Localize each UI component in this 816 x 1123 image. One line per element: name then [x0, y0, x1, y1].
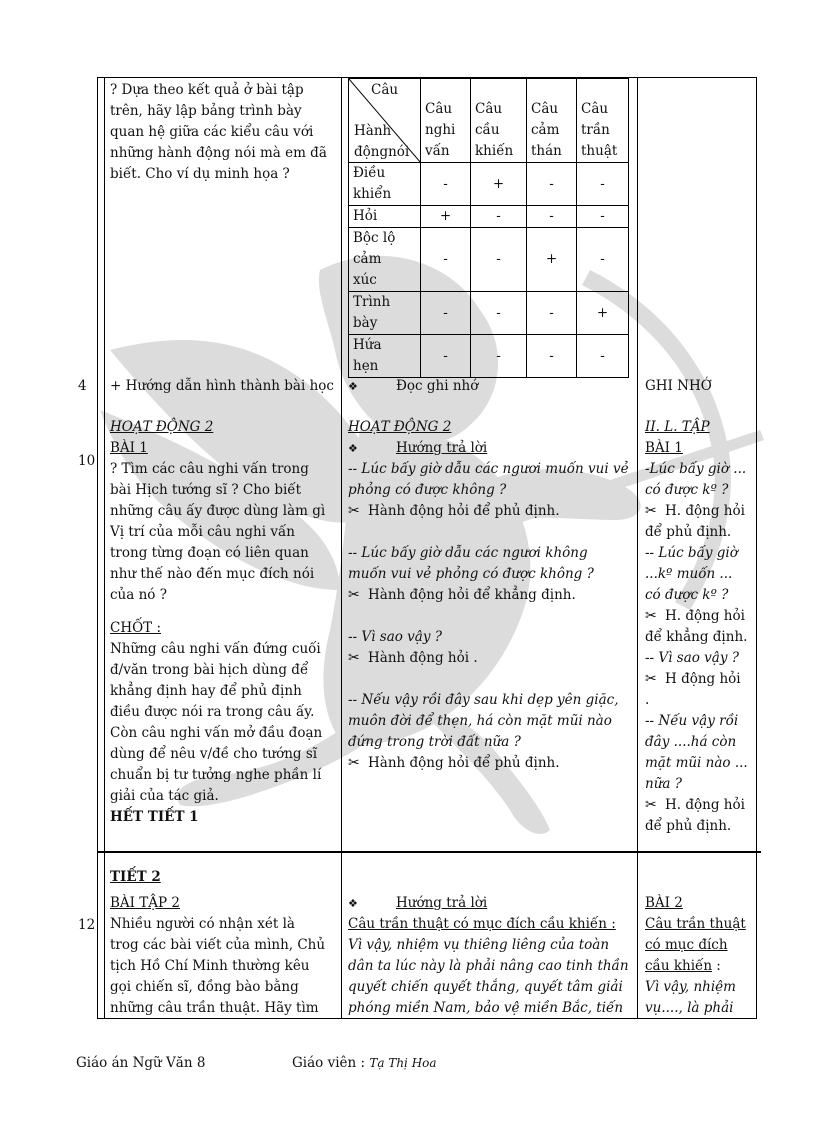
scissors-icon: ✂ [645, 797, 657, 813]
note-line: -- Lúc bấy giờ [645, 545, 738, 561]
table-cell: - [471, 292, 527, 335]
text-line: gọi chiến sĩ, đồng bào bằng [110, 979, 299, 995]
note-action-line: ✂ H. động hỏi [645, 501, 748, 522]
corner-cell [349, 79, 421, 163]
scissors-icon: ✂ [348, 755, 360, 771]
corner-bottom-label: độngnói [354, 144, 410, 160]
text-line: dùng để nêu v/đề cho tướng sĩ [110, 746, 318, 762]
note-line: mặt mũi nào ... [645, 755, 748, 771]
text-line: như thế nào đến mục đích nói [110, 566, 315, 582]
action-line: ✂ Hành động hỏi để phủ định. [348, 501, 629, 522]
table-cell: - [577, 206, 629, 228]
table-cell: - [471, 228, 527, 292]
activity-heading: HOẠT ĐỘNG 2 [110, 419, 214, 435]
note-line: để phủ định. [645, 524, 732, 540]
text-line: bài Hịch tướng sĩ ? Cho biết [110, 482, 302, 498]
note-line: có được kº ? [645, 482, 729, 498]
action-line: ✂ Hành động hỏi để khẳng định. [348, 585, 629, 606]
quote-line: đứng trong trời đất nữa ? [348, 734, 521, 750]
header-cell: Câu cảm thán [527, 79, 577, 163]
text-line: những câu trần thuật. Hãy tìm [110, 1000, 319, 1016]
header-cell: Câu cầu khiến [471, 79, 527, 163]
note-line: để khẳng định. [645, 629, 748, 645]
quote-line: vụ...., là phải [645, 1000, 734, 1016]
row3-left-column [110, 417, 325, 828]
practice-heading: II. L. TẬP [645, 419, 710, 435]
scissors-icon: ✂ [645, 608, 657, 624]
scissors-icon: ✂ [645, 503, 657, 519]
diamond-bullet-icon: ❖ [348, 380, 358, 393]
quote-line: -- Lúc bấy giờ dẫu các ngươi muốn vui vẻ [348, 461, 629, 477]
text-line: của nó ? [110, 587, 167, 603]
scissors-icon: ✂ [645, 671, 657, 687]
text-line: khẳng định hay để phủ định [110, 683, 302, 699]
table-row [349, 163, 629, 206]
text-line: những hành động nói mà em đã [110, 145, 327, 161]
action-line: ✂ Hành động hỏi để phủ định. [348, 753, 629, 774]
end-of-lesson: HẾT TIẾT 1 [110, 809, 199, 825]
note-line: -- Nếu vậy rồi [645, 713, 739, 729]
table-header-row [349, 79, 629, 163]
subheading: cầu khiến : [645, 958, 721, 974]
row1-left-question [110, 80, 327, 185]
text-line: Những câu nghi vấn đứng cuối [110, 641, 321, 657]
text-line: quan hệ giữa các kiểu câu với [110, 124, 314, 140]
text-line: trên, hãy lập bảng trình bày [110, 103, 302, 119]
table-border-left [97, 77, 98, 1019]
diamond-bullet-icon: ❖ [348, 442, 358, 455]
text-line: tịch Hồ Chí Minh thường kêu [110, 958, 310, 974]
scissors-icon: ✂ [348, 503, 360, 519]
table-cell: - [471, 335, 527, 378]
note-action-line: ✂ H. động hỏi [645, 606, 748, 627]
header-cell: Câu nghi vấn [421, 79, 471, 163]
action-line: ✂ Hành động hỏi . [348, 648, 629, 669]
table-cell: + [577, 292, 629, 335]
table-row [349, 228, 629, 292]
diamond-bullet-icon: ❖ [348, 897, 358, 910]
quote-line: phóng miền Nam, bảo vệ miền Bắc, tiến [348, 1000, 624, 1016]
note-line: -- Vì sao vậy ? [645, 650, 739, 666]
table-cell: - [421, 335, 471, 378]
note-line: . [645, 692, 650, 708]
answer-heading: ❖ Hướng trả lời [348, 893, 629, 914]
footer-teacher: Giáo viên : Tạ Thị Hoa [292, 1055, 437, 1071]
answer-heading: ❖ Hướng trả lời [348, 438, 629, 459]
footer-title: Giáo án Ngữ Văn 8 [76, 1055, 206, 1071]
activity-heading: HOẠT ĐỘNG 2 [348, 419, 452, 435]
time-cell: 12 [78, 917, 96, 933]
table-cell: + [471, 163, 527, 206]
exercise-heading: BÀI 2 [645, 895, 683, 911]
row3-mid-column [348, 417, 629, 774]
quote-line: phỏng có được không ? [348, 482, 507, 498]
subheading: Câu trần thuật [645, 916, 746, 932]
note-line: để phủ định. [645, 818, 732, 834]
lesson-heading: TIẾT 2 [110, 869, 161, 885]
note-title: GHI NHỚ [645, 378, 712, 394]
table-cell: - [527, 292, 577, 335]
quote-line: dân ta lúc này là phải nâng cao tinh thần [348, 958, 629, 974]
table-row [349, 292, 629, 335]
row4-right-column [645, 893, 746, 1019]
column-divider-time [104, 77, 105, 1019]
note-action-line: ✂ H. động hỏi [645, 795, 748, 816]
quote-line: quyết chiến quyết thắng, quyết tâm giải [348, 979, 623, 995]
subheading: Câu trần thuật có mục đích cầu khiến : [348, 916, 616, 932]
column-divider-mid [637, 77, 638, 1019]
text-line: điều được nói ra trong câu ấy. [110, 704, 315, 720]
quote-line: -- Nếu vậy rồi đây sau khi dẹp yên giặc, [348, 692, 619, 708]
row4-mid-column [348, 893, 629, 1019]
text-line: Nhiều người có nhận xét là [110, 916, 295, 932]
text-line: ? Dựa theo kết quả ở bài tập [110, 82, 304, 98]
row-label: Hứa hẹn [349, 335, 421, 378]
table-cell: - [421, 228, 471, 292]
note-line: ...kº muốn ... [645, 566, 733, 582]
scissors-icon: ✂ [348, 650, 360, 666]
quote-line: Vì vậy, nhiệm [645, 979, 736, 995]
table-cell: - [527, 335, 577, 378]
table-cell: - [421, 292, 471, 335]
text-line: giải của tác giả. [110, 788, 219, 804]
note-line: đây ....há còn [645, 734, 737, 750]
row-label: Hỏi [349, 206, 421, 228]
exercise-heading: BÀI 1 [110, 440, 148, 456]
quote-line: Vì vậy, nhiệm vụ thiêng liêng của toàn [348, 937, 610, 953]
scissors-icon: ✂ [348, 587, 360, 603]
note-line: -Lúc bấy giờ ... [645, 461, 747, 477]
subheading: có mục đích [645, 937, 728, 953]
corner-top-label: Câu [371, 82, 399, 98]
time-cell: 4 [78, 378, 87, 394]
quote-line: -- Vì sao vậy ? [348, 629, 442, 645]
read-note-line: ❖ Đọc ghi nhớ [348, 376, 478, 397]
corner-bottom-label: Hành [354, 123, 392, 139]
table-row [349, 335, 629, 378]
table-cell: + [527, 228, 577, 292]
quote-line: muôn đời để thẹn, há còn mặt mũi nào [348, 713, 612, 729]
speech-act-table [348, 78, 629, 378]
text-line: Còn câu nghi vấn mở đầu đoạn [110, 725, 323, 741]
row-label: Trình bày [349, 292, 421, 335]
table-cell: - [577, 335, 629, 378]
quote-line: muốn vui vẻ phỏng có được không ? [348, 566, 594, 582]
text-line: chuẩn bị tư tưởng nghe phần lí [110, 767, 322, 783]
text-line: ? Tìm các câu nghi vấn trong [110, 461, 309, 477]
time-cell: 10 [78, 453, 96, 469]
header-cell: Câu trần thuật [577, 79, 629, 163]
row-label: Bộc lộ cảm xúc [349, 228, 421, 292]
table-border-right [756, 77, 757, 1019]
table-cell: - [527, 206, 577, 228]
table-row [349, 206, 629, 228]
text-line: trong từng đoạn có liên quan [110, 545, 309, 561]
note-action-line: ✂ H động hỏi [645, 669, 748, 690]
text-line: những câu ấy được dùng làm gì [110, 503, 326, 519]
table-cell: - [577, 228, 629, 292]
quote-line: -- Lúc bấy giờ dẫu các ngươi không [348, 545, 588, 561]
teacher-name: Tạ Thị Hoa [369, 1056, 437, 1070]
guide-text: + Hướng dẫn hình thành bài học [110, 378, 334, 394]
note-line: nữa ? [645, 776, 682, 792]
text-line: biết. Cho ví dụ minh họa ? [110, 166, 290, 182]
text-line: đ/văn trong bài hịch dùng để [110, 662, 309, 678]
exercise-heading: BÀI 1 [645, 440, 683, 456]
text-line: trog các bài viết của mình, Chủ [110, 937, 326, 953]
text-line: Vị trí của mỗi câu nghi vấn [110, 524, 295, 540]
table-cell: - [527, 163, 577, 206]
table-cell: - [421, 163, 471, 206]
table-cell: - [577, 163, 629, 206]
table-row-divider [97, 851, 761, 853]
row4-left-column [110, 865, 325, 1019]
row3-right-column [645, 417, 748, 837]
row-label: Điều khiển [349, 163, 421, 206]
table-cell: - [471, 206, 527, 228]
note-line: có được kº ? [645, 587, 729, 603]
column-divider-left [341, 77, 342, 1019]
conclusion-heading: CHỐT : [110, 620, 162, 636]
table-cell: + [421, 206, 471, 228]
exercise-heading: BÀI TẬP 2 [110, 895, 181, 911]
